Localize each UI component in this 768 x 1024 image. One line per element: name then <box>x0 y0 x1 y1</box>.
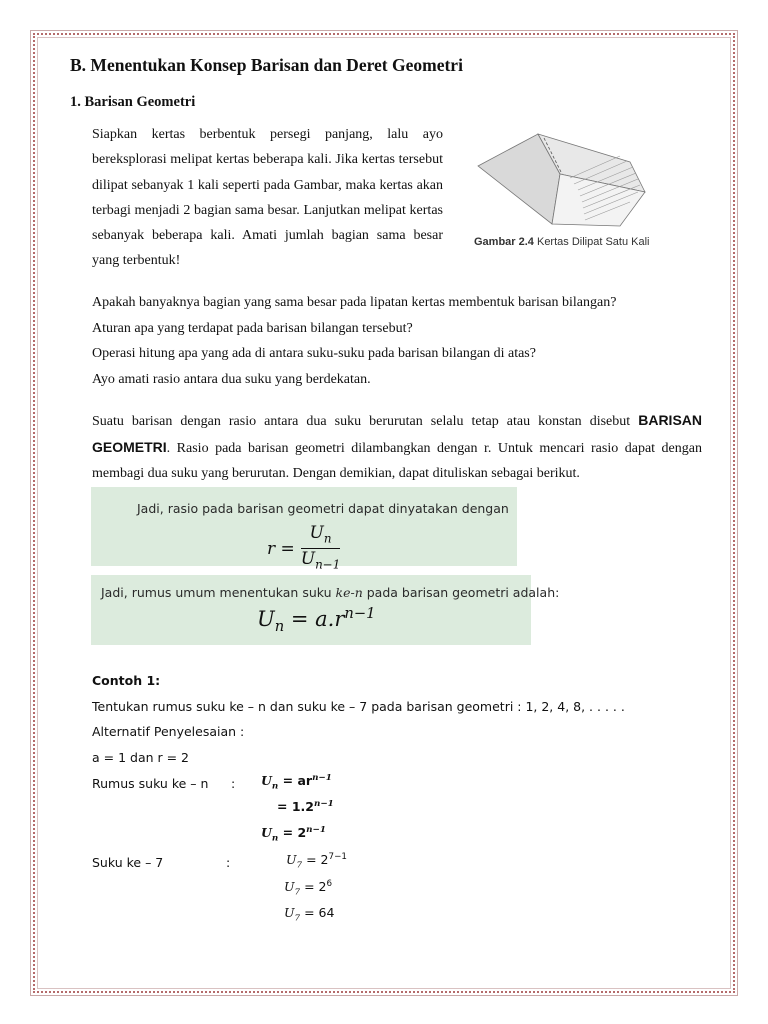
t1-exp: 7−1 <box>328 852 347 862</box>
formula-text-after: pada barisan geometri adalah: <box>362 585 560 600</box>
denominator-subscript: n−1 <box>315 557 341 572</box>
example-title-text: Contoh 1: <box>92 673 161 688</box>
formula-text-before: Jadi, rumus umum menentukan suku <box>101 585 336 600</box>
numerator-subscript: n <box>323 531 332 546</box>
fraction-numerator <box>308 523 334 548</box>
formula-text-var: ke-n <box>335 585 363 600</box>
step2-exp: n−1 <box>313 799 334 809</box>
question-item: Ayo amati rasio antara dua suku yang berdekatan. <box>92 371 371 387</box>
term-label: Suku ke – 7 <box>92 855 164 870</box>
term-colon: : <box>226 855 231 870</box>
rule-colon: : <box>231 776 236 791</box>
denominator-symbol: U <box>300 549 316 570</box>
formula-rhs: = a.r <box>284 607 345 631</box>
t3-rhs: = 64 <box>300 905 335 920</box>
rule-step-2 <box>277 799 334 814</box>
formula-exponent: n−1 <box>344 605 376 622</box>
rule-label: Rumus suku ke – n <box>92 776 209 791</box>
step1-lhs: U <box>261 773 272 789</box>
t2-exp: 6 <box>326 879 333 889</box>
t2-sub: 7 <box>294 887 301 898</box>
t1-sub: 7 <box>296 860 303 871</box>
question-item: Apakah banyaknya bagian yang sama besar pada lipatan kertas membentuk barisan bilangan? <box>92 295 617 310</box>
step3-lhs: U <box>261 825 272 841</box>
ratio-fraction <box>301 523 341 575</box>
caption-text: Kertas Dilipat Satu Kali <box>533 236 650 248</box>
question-list <box>92 290 712 392</box>
t1-lhs: U <box>286 852 297 868</box>
definition-text-after: . Rasio pada barisan geometri dilambangkan dengan r. Untuk mencari rasio dapat dengan membagi dua suku yang berurutan. Dengan demikian, dapat dituliskan sebagai berikut. <box>92 440 702 481</box>
example-title <box>92 673 160 688</box>
rule-step-3 <box>261 825 326 844</box>
intro-text: Siapkan kertas berbentuk persegi panjang, lalu ayo bereksplorasi melipat kertas beberapa kali. Jika kertas tersebut dilipat sebanyak 1 kali seperti pada Gambar, maka kertas akan terbagi menjadi 2 bagian sama besar. Lanjutkan melipat kertas sebanyak beberapa kali. Amati jumlah bagian sama besar yang terbentuk! <box>92 127 443 269</box>
step1-exp: n−1 <box>312 773 332 783</box>
given-values: a = 1 dan r = 2 <box>92 750 190 765</box>
general-formula-box <box>91 575 560 645</box>
intro-paragraph <box>92 122 443 274</box>
ratio-lhs: r = <box>267 538 295 559</box>
term-step-2 <box>284 879 332 898</box>
caption-label: Gambar 2.4 <box>474 236 534 248</box>
term-step-3 <box>284 905 334 924</box>
definition-text-before: Suatu barisan dengan rasio antara dua suku berurutan selalu tetap atau konstan disebut <box>92 414 639 429</box>
term-step-1 <box>286 852 347 871</box>
formula-box-text <box>101 585 559 600</box>
folded-paper-illustration <box>470 126 670 231</box>
alternative-solution-label: Alternatif Penyelesaian : <box>92 724 245 739</box>
t2-lhs: U <box>284 879 295 895</box>
example-problem: Tentukan rumus suku ke – n dan suku ke – 7 pada barisan geometri : 1, 2, 4, 8, . . . . . <box>92 699 625 714</box>
step1-rhs: = ar <box>278 773 313 789</box>
step3-rhs: = 2 <box>278 825 307 841</box>
figure-caption <box>474 236 649 248</box>
ratio-formula <box>267 523 340 575</box>
section-heading: B. Menentukan Konsep Barisan dan Deret Geometri <box>70 55 463 75</box>
ratio-box-text: Jadi, rasio pada barisan geometri dapat dinyatakan dengan <box>137 501 509 516</box>
definition-term: BARISAN GEOMETRI <box>92 412 702 455</box>
step1-sub: n <box>271 781 279 792</box>
step3-sub: n <box>271 833 279 844</box>
rule-step-1 <box>261 773 332 792</box>
t1-rhs: = 2 <box>302 852 329 868</box>
step2-rhs: = 1.2 <box>277 799 314 815</box>
question-item: Aturan apa yang terdapat pada barisan bilangan tersebut? <box>92 320 413 336</box>
sub-heading: 1. Barisan Geometri <box>70 94 196 110</box>
step3-exp: n−1 <box>306 825 326 835</box>
definition-paragraph <box>92 408 702 487</box>
t3-sub: 7 <box>294 913 301 924</box>
fraction-denominator <box>301 549 341 574</box>
t3-lhs: U <box>284 905 295 920</box>
formula-lhs-sub: n <box>274 618 285 636</box>
formula-lhs: U <box>257 607 275 631</box>
question-item: Operasi hitung apa yang ada di antara suku-suku pada barisan bilangan di atas? <box>92 346 536 361</box>
ratio-formula-box <box>91 487 517 572</box>
t2-rhs: = 2 <box>300 879 327 895</box>
figure <box>470 126 670 231</box>
general-formula <box>257 605 375 635</box>
numerator-symbol: U <box>309 523 324 543</box>
